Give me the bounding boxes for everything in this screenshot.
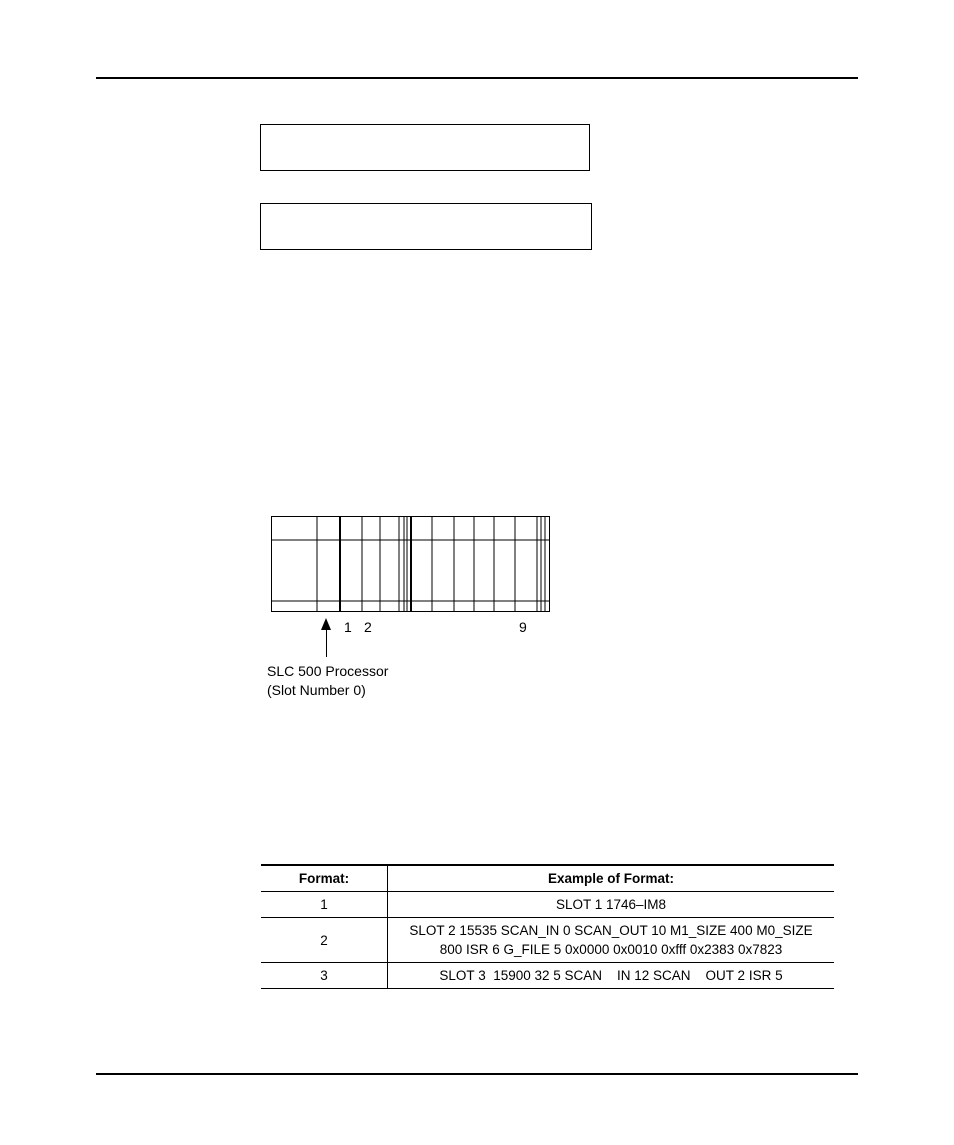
table-row <box>261 892 834 918</box>
blank-box-1 <box>260 124 590 171</box>
caption-line-2: (Slot Number 0) <box>267 682 366 698</box>
slot-label-9: 9 <box>519 619 527 635</box>
slot-label-2: 2 <box>364 619 372 635</box>
caption-line-1: SLC 500 Processor <box>267 663 389 679</box>
processor-arrow-line <box>326 628 327 657</box>
footer-rule <box>96 1073 858 1075</box>
table-row <box>261 963 834 989</box>
example-line: SLOT 1 1746–IM8 <box>555 897 667 912</box>
format-cell: 1 <box>261 892 388 918</box>
example-line: SLOT 3 15900 32 5 SCAN IN 12 SCAN OUT 2 ISR 5 <box>439 968 783 983</box>
table-row <box>261 918 834 963</box>
header-format: Format: <box>261 865 388 892</box>
header-example: Example of Format: <box>388 865 835 892</box>
table-header-row <box>261 865 834 892</box>
example-line: 800 ISR 6 G_FILE 5 0x0000 0x0010 0xfff 0x2383 0x7823 <box>439 942 783 957</box>
example-line: SLOT 2 15535 SCAN_IN 0 SCAN_OUT 10 M1_SIZE 400 M0_SIZE <box>409 923 813 938</box>
blank-box-2 <box>260 203 592 250</box>
rack-diagram <box>271 515 552 613</box>
example-cell <box>388 963 835 989</box>
header-rule <box>96 77 858 79</box>
format-table <box>261 864 834 989</box>
processor-caption <box>267 662 388 700</box>
example-cell <box>388 918 835 963</box>
format-cell: 3 <box>261 963 388 989</box>
format-cell: 2 <box>261 918 388 963</box>
slot-label-1: 1 <box>344 619 352 635</box>
example-cell <box>388 892 835 918</box>
